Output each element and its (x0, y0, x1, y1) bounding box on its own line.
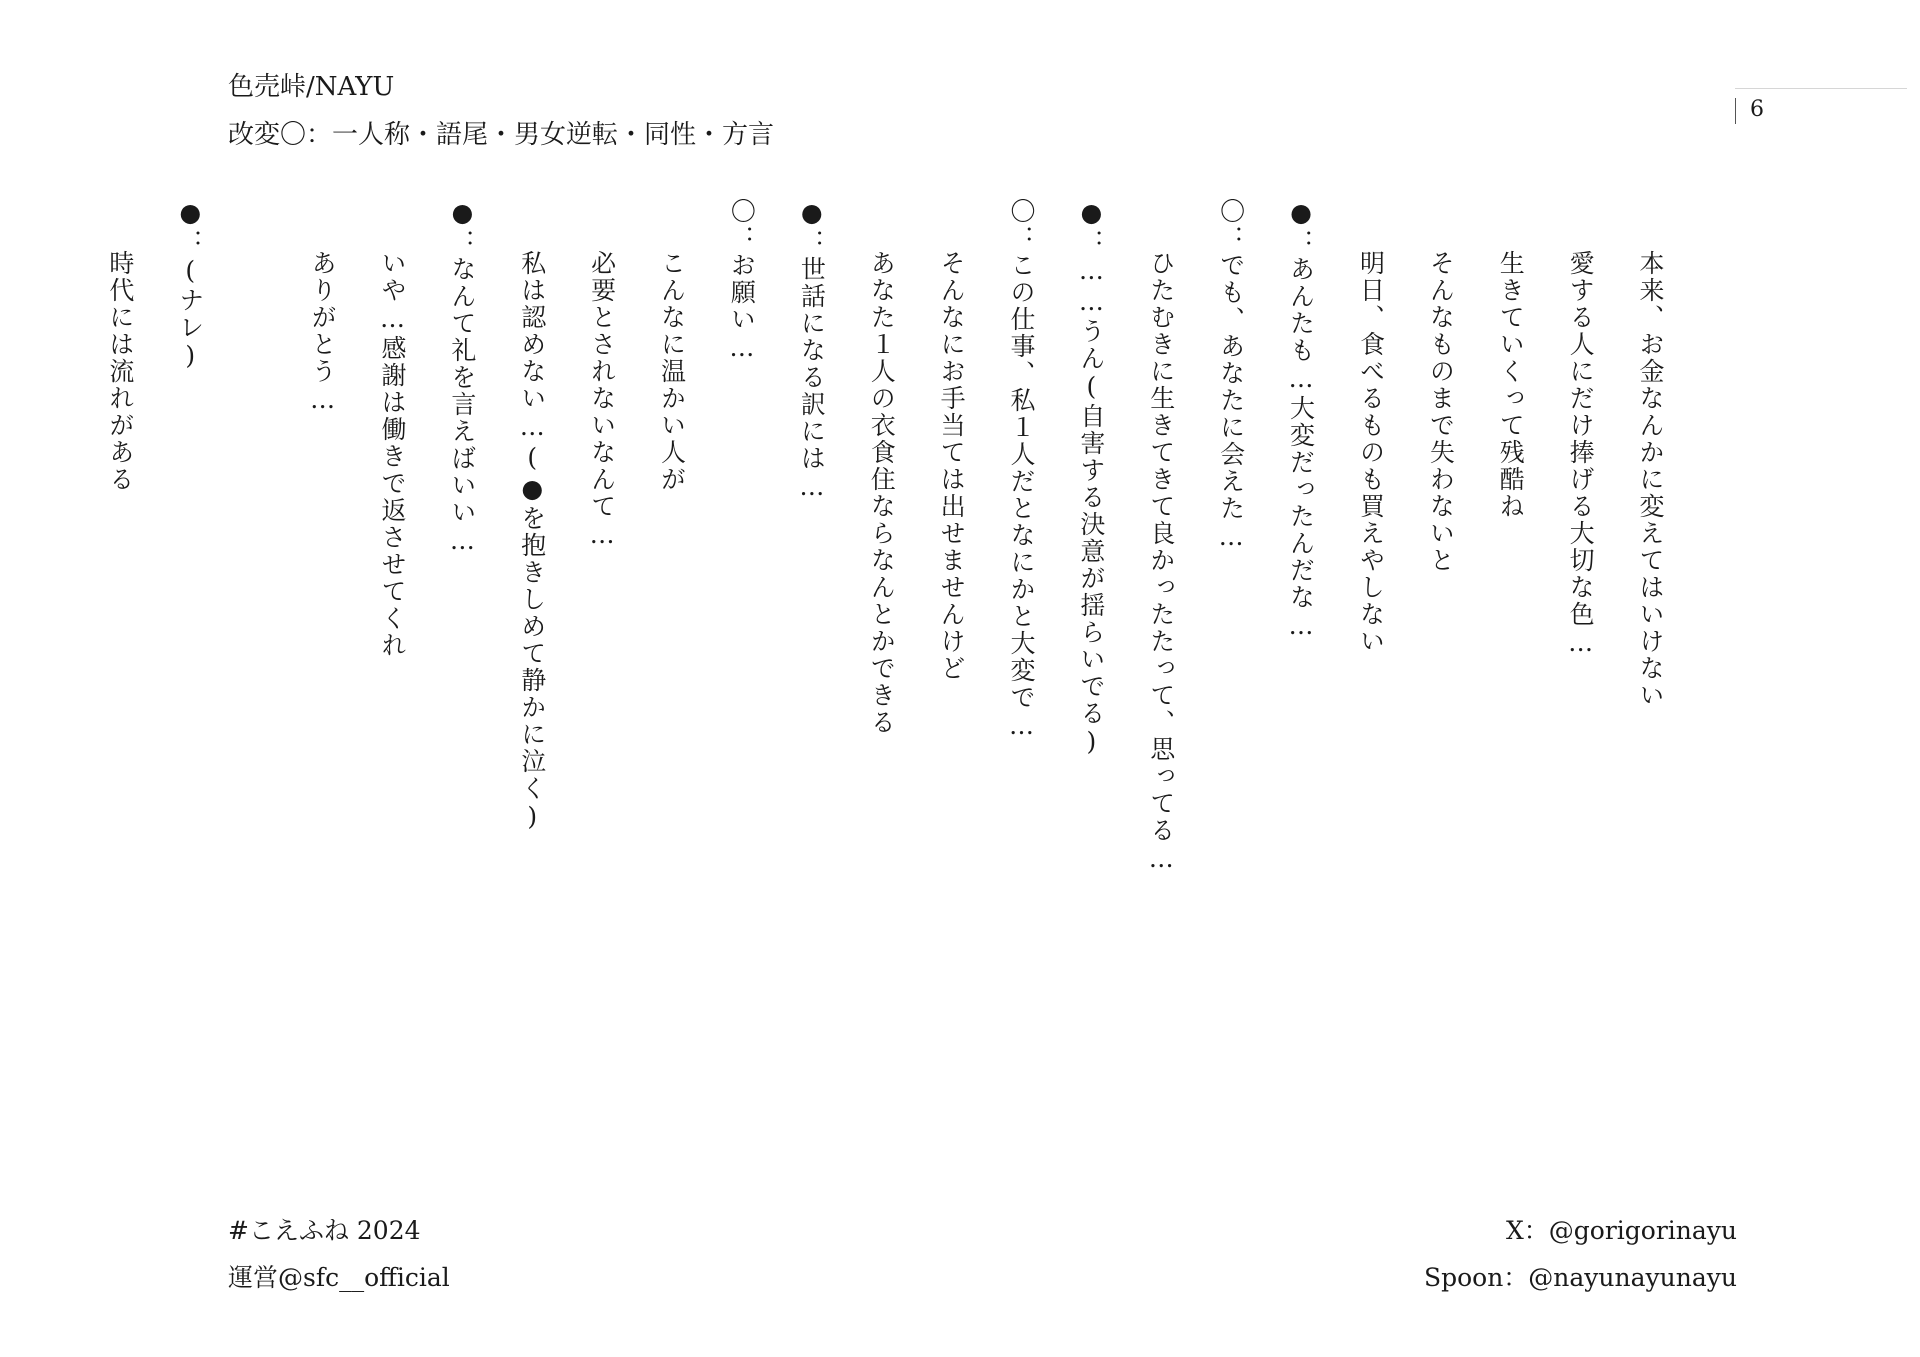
script-line: ●：(ナレ) (175, 198, 205, 372)
script-line: 必要とされないなんて… (587, 250, 617, 551)
script-line: ひたむきに生きてきて良かったたって、思ってる… (1146, 250, 1176, 875)
script-line: ●：あんたも…大変だったんだな… (1286, 198, 1316, 642)
script-line: ●：なんて礼を言えばいい… (447, 198, 477, 557)
script-line: 〇：お願い… (727, 198, 757, 364)
organizer-handle: 運営@sfc__official (228, 1263, 450, 1292)
x-account: X：@gorigorinayu (1505, 1216, 1737, 1245)
script-line: 本来、お金なんかに変えてはいけない (1636, 250, 1665, 709)
event-hashtag: #こえふね 2024 (228, 1216, 421, 1245)
script-line: そんなものまで失わないと (1426, 250, 1456, 574)
script-line: こんなに温かい人が (657, 250, 687, 493)
page-header-rule (1735, 88, 1907, 89)
script-line: いや…感謝は働きで返させてくれ (377, 250, 407, 659)
spoon-account: Spoon：@nayunayunayu (1423, 1263, 1737, 1292)
page-number-separator (1735, 98, 1736, 124)
script-line: 〇：この仕事、私１人だとなにかと大変で… (1006, 198, 1036, 742)
script-line: ●：……うん(自害する決意が揺らいでる) (1076, 198, 1106, 758)
script-body (68, 198, 1668, 918)
script-title: 色売峠/NAYU (228, 72, 395, 102)
page-number: 6 (1750, 97, 1764, 122)
script-line: ●：世話になる訳には… (797, 198, 827, 503)
script-line: 〇：でも、あなたに会えた… (1216, 198, 1246, 553)
script-line: そんなにお手当ては出せませんけど (937, 250, 967, 682)
script-line: 時代には流れがある (105, 250, 135, 493)
adaptation-note: 改変〇：一人称・語尾・男女逆転・同性・方言 (228, 120, 775, 150)
script-line: 愛する人にだけ捧げる大切な色… (1566, 250, 1596, 659)
script-line: 生きていくって残酷ね (1496, 250, 1526, 520)
script-line: あなた１人の衣食住ならなんとかできる (867, 250, 897, 736)
script-line: 私は認めない…(●を抱きしめて静かに泣く) (517, 250, 547, 833)
script-line: ありがとう… (308, 250, 338, 416)
script-line: 明日、食べるものも買えやしない (1356, 250, 1386, 655)
